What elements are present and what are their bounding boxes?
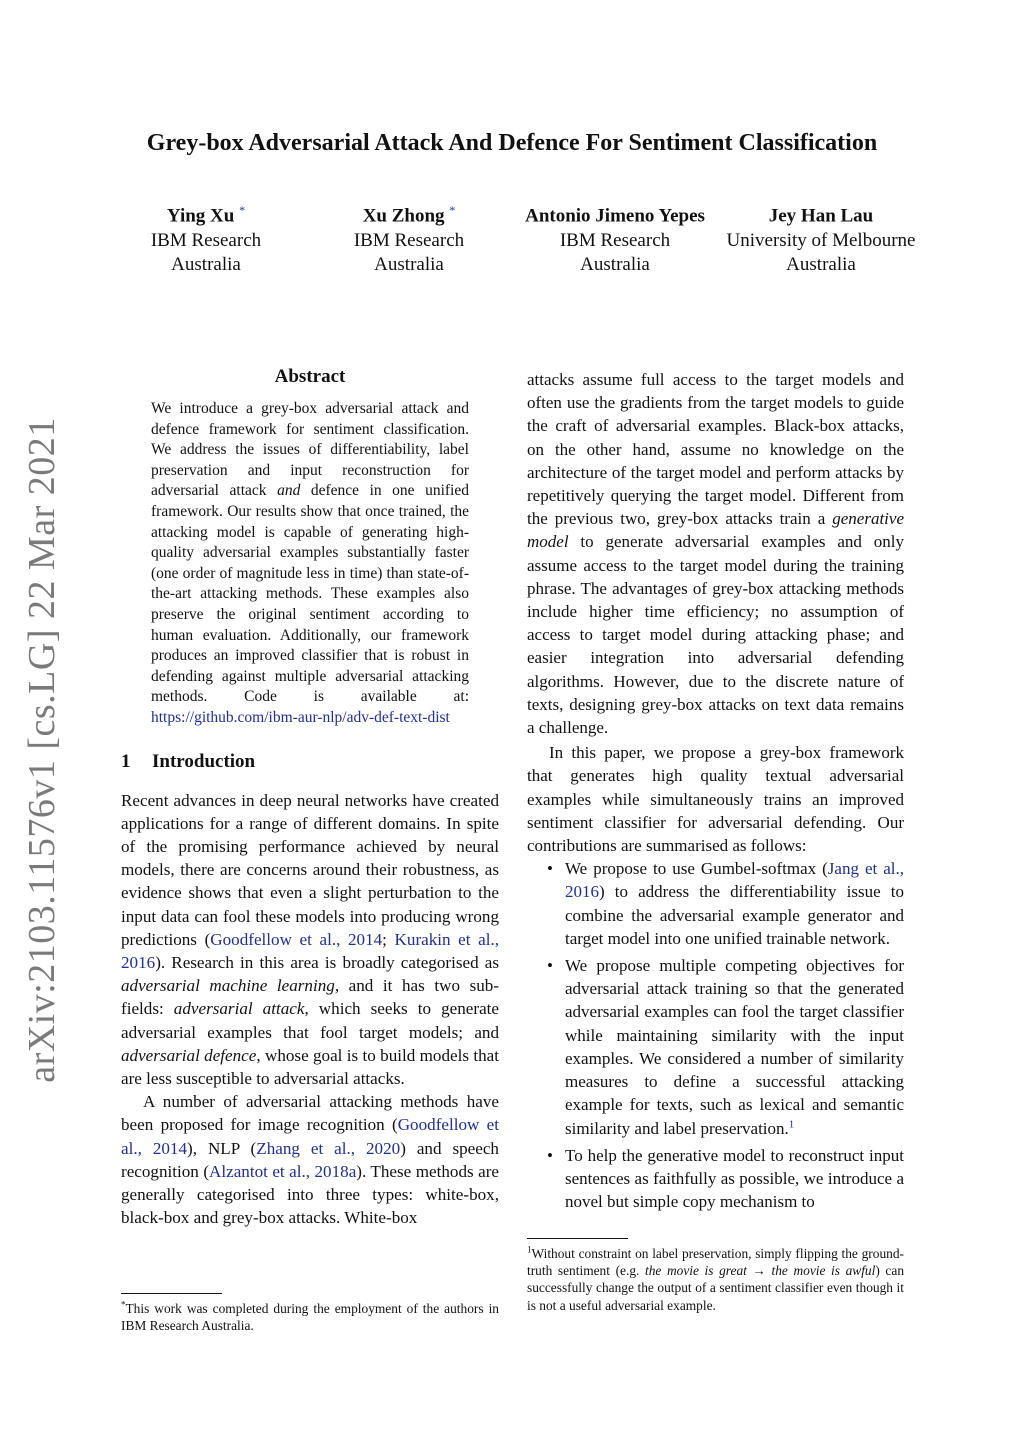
author-name: Ying Xu: [166, 205, 235, 227]
citation-link[interactable]: Goodfellow et al., 2014: [121, 1115, 499, 1158]
equal-contribution-mark: *: [239, 203, 246, 217]
bullet-icon: •: [547, 956, 553, 976]
bullet-icon: •: [547, 859, 553, 879]
code-link[interactable]: https://github.com/ibm-aur-nlp/adv-def-text-dist: [151, 708, 450, 726]
author-block: [338, 198, 480, 278]
author-affiliation: University of Melbourne: [726, 229, 916, 251]
section-heading: [121, 751, 499, 773]
bullet-icon: •: [547, 1145, 553, 1165]
contributions-list: [527, 857, 904, 1213]
left-column: [121, 362, 499, 1229]
right-column: [527, 368, 904, 1217]
author-affiliation: IBM Research: [353, 229, 465, 251]
footnote-rule: [121, 1293, 222, 1294]
author-location: Australia: [171, 254, 241, 276]
arxiv-identifier: arXiv:2103.11576v1 [cs.LG] 22 Mar 2021: [21, 417, 63, 1083]
citation-link[interactable]: Goodfellow et al., 2014: [210, 929, 383, 949]
citation-link[interactable]: Zhang et al., 2020: [256, 1138, 401, 1158]
abstract-heading: Abstract: [274, 366, 346, 387]
section-title: Introduction: [152, 750, 256, 772]
list-item: • To help the generative model to reconstruct input sentences as faithfully as possible, we introduce a novel but simple copy mechanism to: [547, 1145, 904, 1212]
section-number: 1: [121, 750, 131, 772]
list-item: • We propose to use Gumbel-softmax (Jang et al., 2016) to address the differentiability issue to combine the adversarial example generator and target model into one unified trainable network.: [547, 859, 904, 948]
footnote-ref[interactable]: 1: [788, 1117, 795, 1130]
author-name: Antonio Jimeno Yepes: [525, 205, 705, 227]
author-name: Xu Zhong: [362, 205, 445, 227]
author-location: Australia: [786, 254, 856, 276]
citation-link[interactable]: Jang et al., 2016: [565, 859, 904, 902]
author-location: Australia: [374, 254, 444, 276]
author-location: Australia: [580, 254, 650, 276]
body-paragraph: In this paper, we propose a grey-box framework that generates high quality textual adversarial examples while simultaneously trains an improved sentiment classifier for adversarial defending. Our contributions are summarised as follows:: [527, 743, 904, 856]
footnote-text: *This work was completed during the employment of the authors in IBM Research Australia.: [121, 1299, 499, 1334]
citation-link[interactable]: Kurakin et al., 2016: [121, 929, 500, 972]
citation-link[interactable]: Alzantot et al., 2018a: [209, 1161, 357, 1181]
equal-contribution-mark: *: [449, 203, 456, 217]
author-name: Jey Han Lau: [768, 205, 874, 227]
author-affiliation: IBM Research: [559, 229, 671, 251]
paper-title: Grey-box Adversarial Attack And Defence For Sentiment Classification: [146, 130, 878, 156]
footnote-rule: [527, 1238, 628, 1239]
footnote-right: [527, 1238, 904, 1314]
author-block: [510, 198, 720, 278]
intro-paragraph-2: A number of adversarial attacking methods have been proposed for image recognition (Goodfellow et al., 2014), NLP (Zhang et al., 2020) and speech recognition (Alzantot et al., 2018a). These methods are generally categorised into three types: white-box, black-box and grey-box attacks. White-box: [121, 1092, 499, 1228]
abstract-body: We introduce a grey-box adversarial attack and defence framework for sentiment classification. We address the issues of differentiability, label preservation and input reconstruction for adversarial attack and defence in one unified framework. Our results show that once trained, the attacking model is capable of generating high-quality adversarial examples substantially faster (one order of magnitude less in time) than state-of-the-art attacking methods. These examples also preserve the original sentiment according to human evaluation. Additionally, our framework produces an improved classifier that is robust in defending against multiple adversarial attacking methods. Code is available at: https://github.com/ibm-aur-nlp/adv-def-text-dist: [151, 400, 469, 726]
footnote-text: $^1$Without constraint on label preservation, simply flipping the ground-truth sentiment (e.g. the movie is great → the movie is awful) can successfully change the output of a sentiment classifier even though it is not a useful adversarial example.: [527, 1244, 905, 1313]
author-block: [136, 198, 276, 278]
body-paragraph: attacks assume full access to the target models and often use the gradients from the target models to guide the craft of adversarial examples. Black-box attacks, on the other hand, assume no knowledge on the architecture of the target model and perform attacks by repetitively querying the target model. Different from the previous two, grey-box attacks train a generative model to generate adversarial examples and only assume access to the target model during the training phrase. The advantages of grey-box attacking methods include higher time efficiency; no assumption of access to target model during attacking phase; and easier integration into adversarial defending algorithms. However, due to the discrete nature of texts, designing grey-box attacks on text data remains a challenge.: [527, 370, 904, 738]
author-block: [716, 198, 926, 278]
intro-paragraph-1: Recent advances in deep neural networks have created applications for a range of different domains. In spite of the promising performance achieved by neural models, there are concerns around their robustness, as evidence shows that even a slight perturbation to the input data can fool these models into producing wrong predictions (Goodfellow et al., 2014; Kurakin et al., 2016). Research in this area is broadly categorised as adversarial machine learning, and it has two sub-fields: adversarial attack, which seeks to generate adversarial examples that fool target models; and adversarial defence, whose goal is to build models that are less susceptible to adversarial attacks.: [121, 790, 500, 1088]
footnote-left: [121, 1293, 499, 1334]
list-item: • We propose multiple competing objectives for adversarial attack training so that the generated adversarial examples can fool the target classifier while maintaining similarity with the input examples. We considered a number of similarity measures to define a successful attacking example for texts, such as lexical and semantic similarity and label preservation.$^1$: [547, 956, 904, 1138]
author-affiliation: IBM Research: [150, 229, 262, 251]
